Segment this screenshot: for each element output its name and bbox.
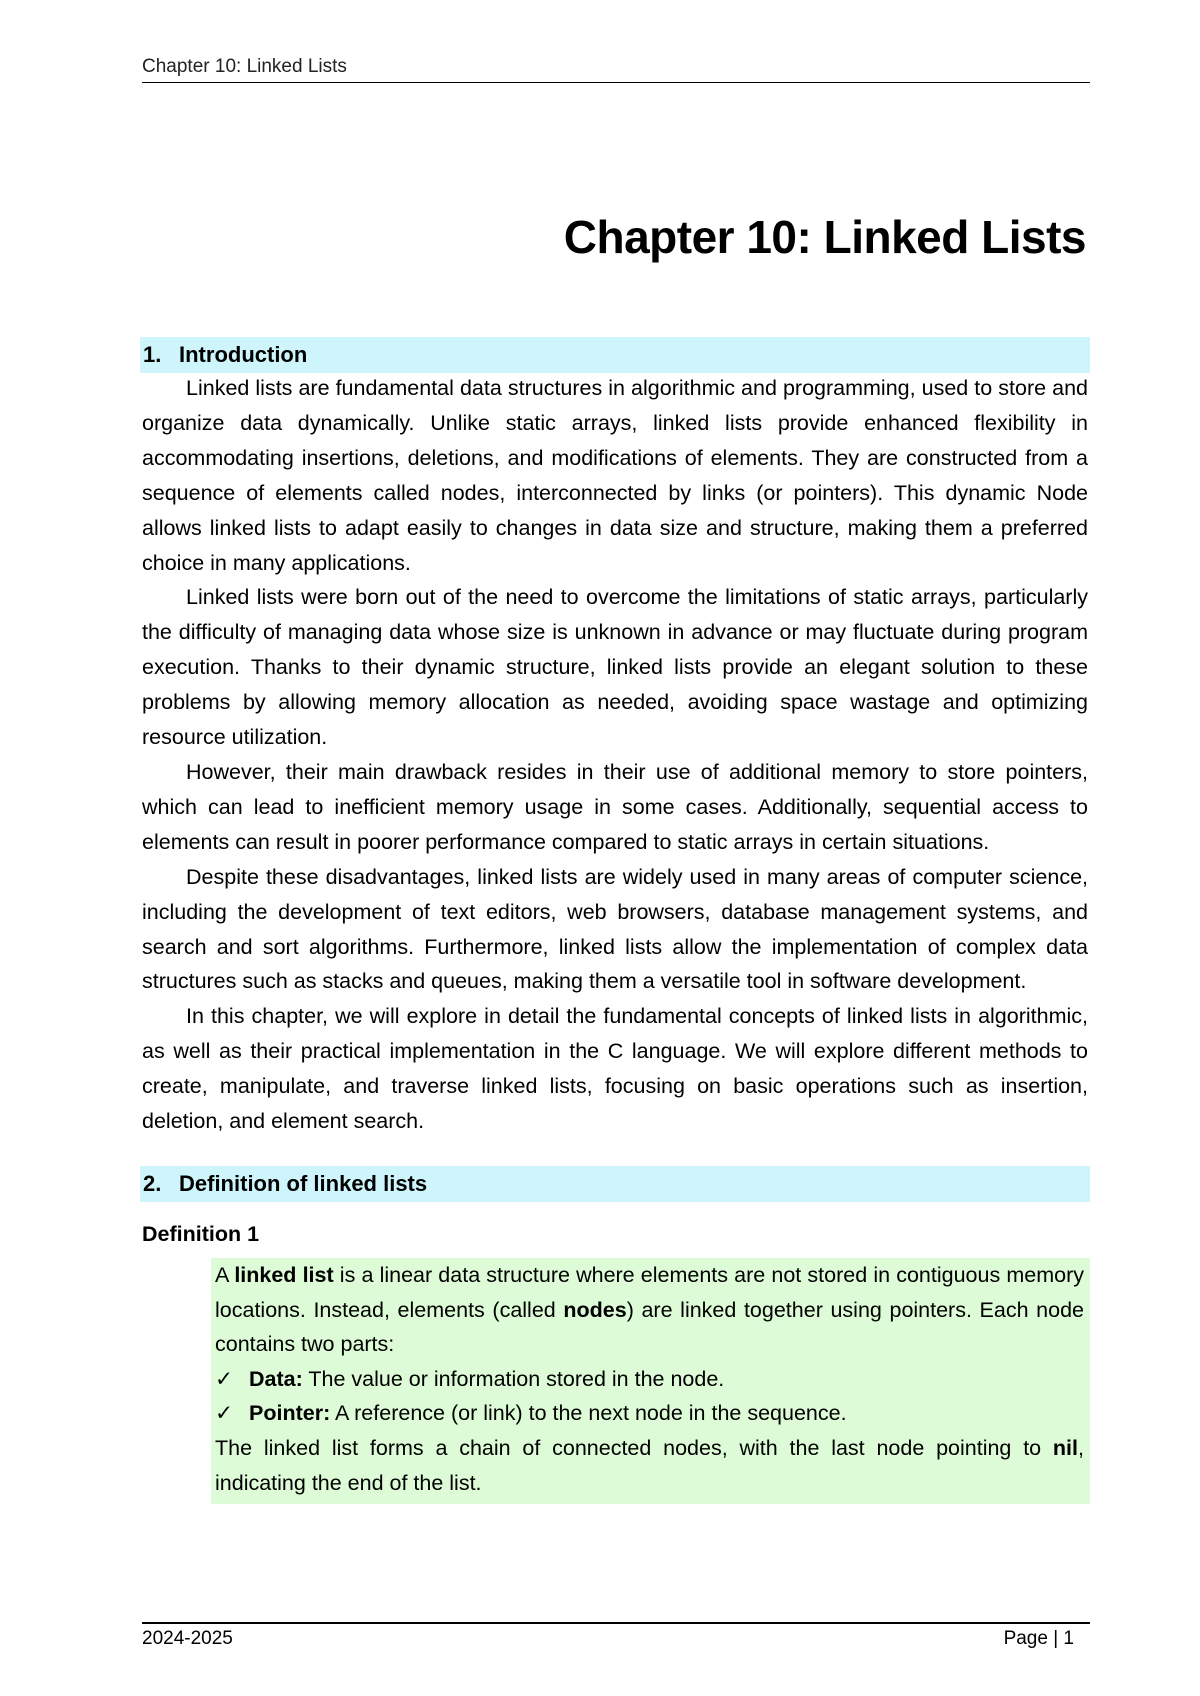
definition-box xyxy=(211,1258,1090,1504)
text-run: is a linear data structure where elements are not stored in contiguous memory locations. Instead, elements (called xyxy=(215,1263,1084,1322)
term-linked-list: linked list xyxy=(234,1263,334,1287)
text-run: , indicating the end of the list. xyxy=(215,1435,1084,1495)
item-text: The value or information stored in the node. xyxy=(302,1366,725,1391)
checkmark-icon: ✓ xyxy=(215,1401,234,1426)
paragraph: Linked lists were born out of the need to overcome the limitations of static arrays, particularly the difficulty of managing data whose size is unknown in advance or may fluctuate during program execution. Thanks to their dynamic structure, linked lists provide an elegant solution to these problems by allowing memory allocation as needed, avoiding space wastage and optimizing resource utilization. xyxy=(142,585,1088,750)
section-number: 2. xyxy=(143,1171,162,1196)
checkmark-icon: ✓ xyxy=(215,1366,234,1391)
item-label: Pointer: xyxy=(249,1401,331,1426)
page-number: Page | 1 xyxy=(1003,1628,1074,1649)
paragraph: However, their main drawback resides in their use of additional memory to store pointers, which can lead to inefficient memory usage in some cases. Additionally, sequential access to elements can result in poorer performance compared to static arrays in certain situations. xyxy=(142,759,1088,854)
footer-rule xyxy=(142,1622,1090,1624)
footer-year: 2024-2025 xyxy=(142,1628,233,1649)
definition-heading: Definition 1 xyxy=(142,1222,260,1246)
section-title: Introduction xyxy=(179,342,308,367)
running-header: Chapter 10: Linked Lists xyxy=(142,56,1090,83)
text-run: A xyxy=(215,1263,235,1287)
section-number: 1. xyxy=(143,342,162,367)
item-text: A reference (or link) to the next node in the sequence. xyxy=(330,1401,847,1426)
definition-intro xyxy=(215,1258,1084,1362)
chapter-title: Chapter 10: Linked Lists xyxy=(563,211,1086,263)
section-heading-introduction xyxy=(140,337,1090,373)
paragraph: Despite these disadvantages, linked lists are widely used in many areas of computer science, including the development of text editors, web browsers, database management systems, and search and sort algorithms. Furthermore, linked lists allow the implementation of complex data structures such as stacks and queues, making them a versatile tool in software development. xyxy=(142,864,1088,994)
paragraph: Linked lists are fundamental data structures in algorithmic and programming, used to store and organize data dynamically. Unlike static arrays, linked lists provide enhanced flexibility in accommodating insertions, deletions, and modifications of elements. They are constructed from a sequence of elements called nodes, interconnected by links (or pointers). This dynamic Node allows linked lists to adapt easily to changes in data size and structure, making them a preferred choice in many applications. xyxy=(142,376,1088,575)
text-run: The linked list forms a chain of connected nodes, with the last node pointing to xyxy=(215,1435,1053,1460)
introduction-body xyxy=(142,371,1088,1139)
definition-list xyxy=(215,1362,1084,1431)
item-label: Data: xyxy=(249,1366,303,1391)
list-item xyxy=(215,1396,1084,1431)
list-item xyxy=(215,1362,1084,1397)
term-nil: nil xyxy=(1052,1435,1079,1460)
paragraph: In this chapter, we will explore in detail the fundamental concepts of linked lists in algorithmic, as well as their practical implementation in the C language. We will explore different methods to create, manipulate, and traverse linked lists, focusing on basic operations such as insertion, deletion, and element search. xyxy=(142,1004,1088,1134)
term-nodes: nodes xyxy=(563,1297,627,1322)
text-run: ) are linked together using pointers. Each node contains two parts: xyxy=(215,1297,1085,1357)
section-title: Definition of linked lists xyxy=(179,1171,428,1196)
section-heading-definition xyxy=(140,1166,1090,1202)
definition-closing xyxy=(215,1431,1084,1500)
